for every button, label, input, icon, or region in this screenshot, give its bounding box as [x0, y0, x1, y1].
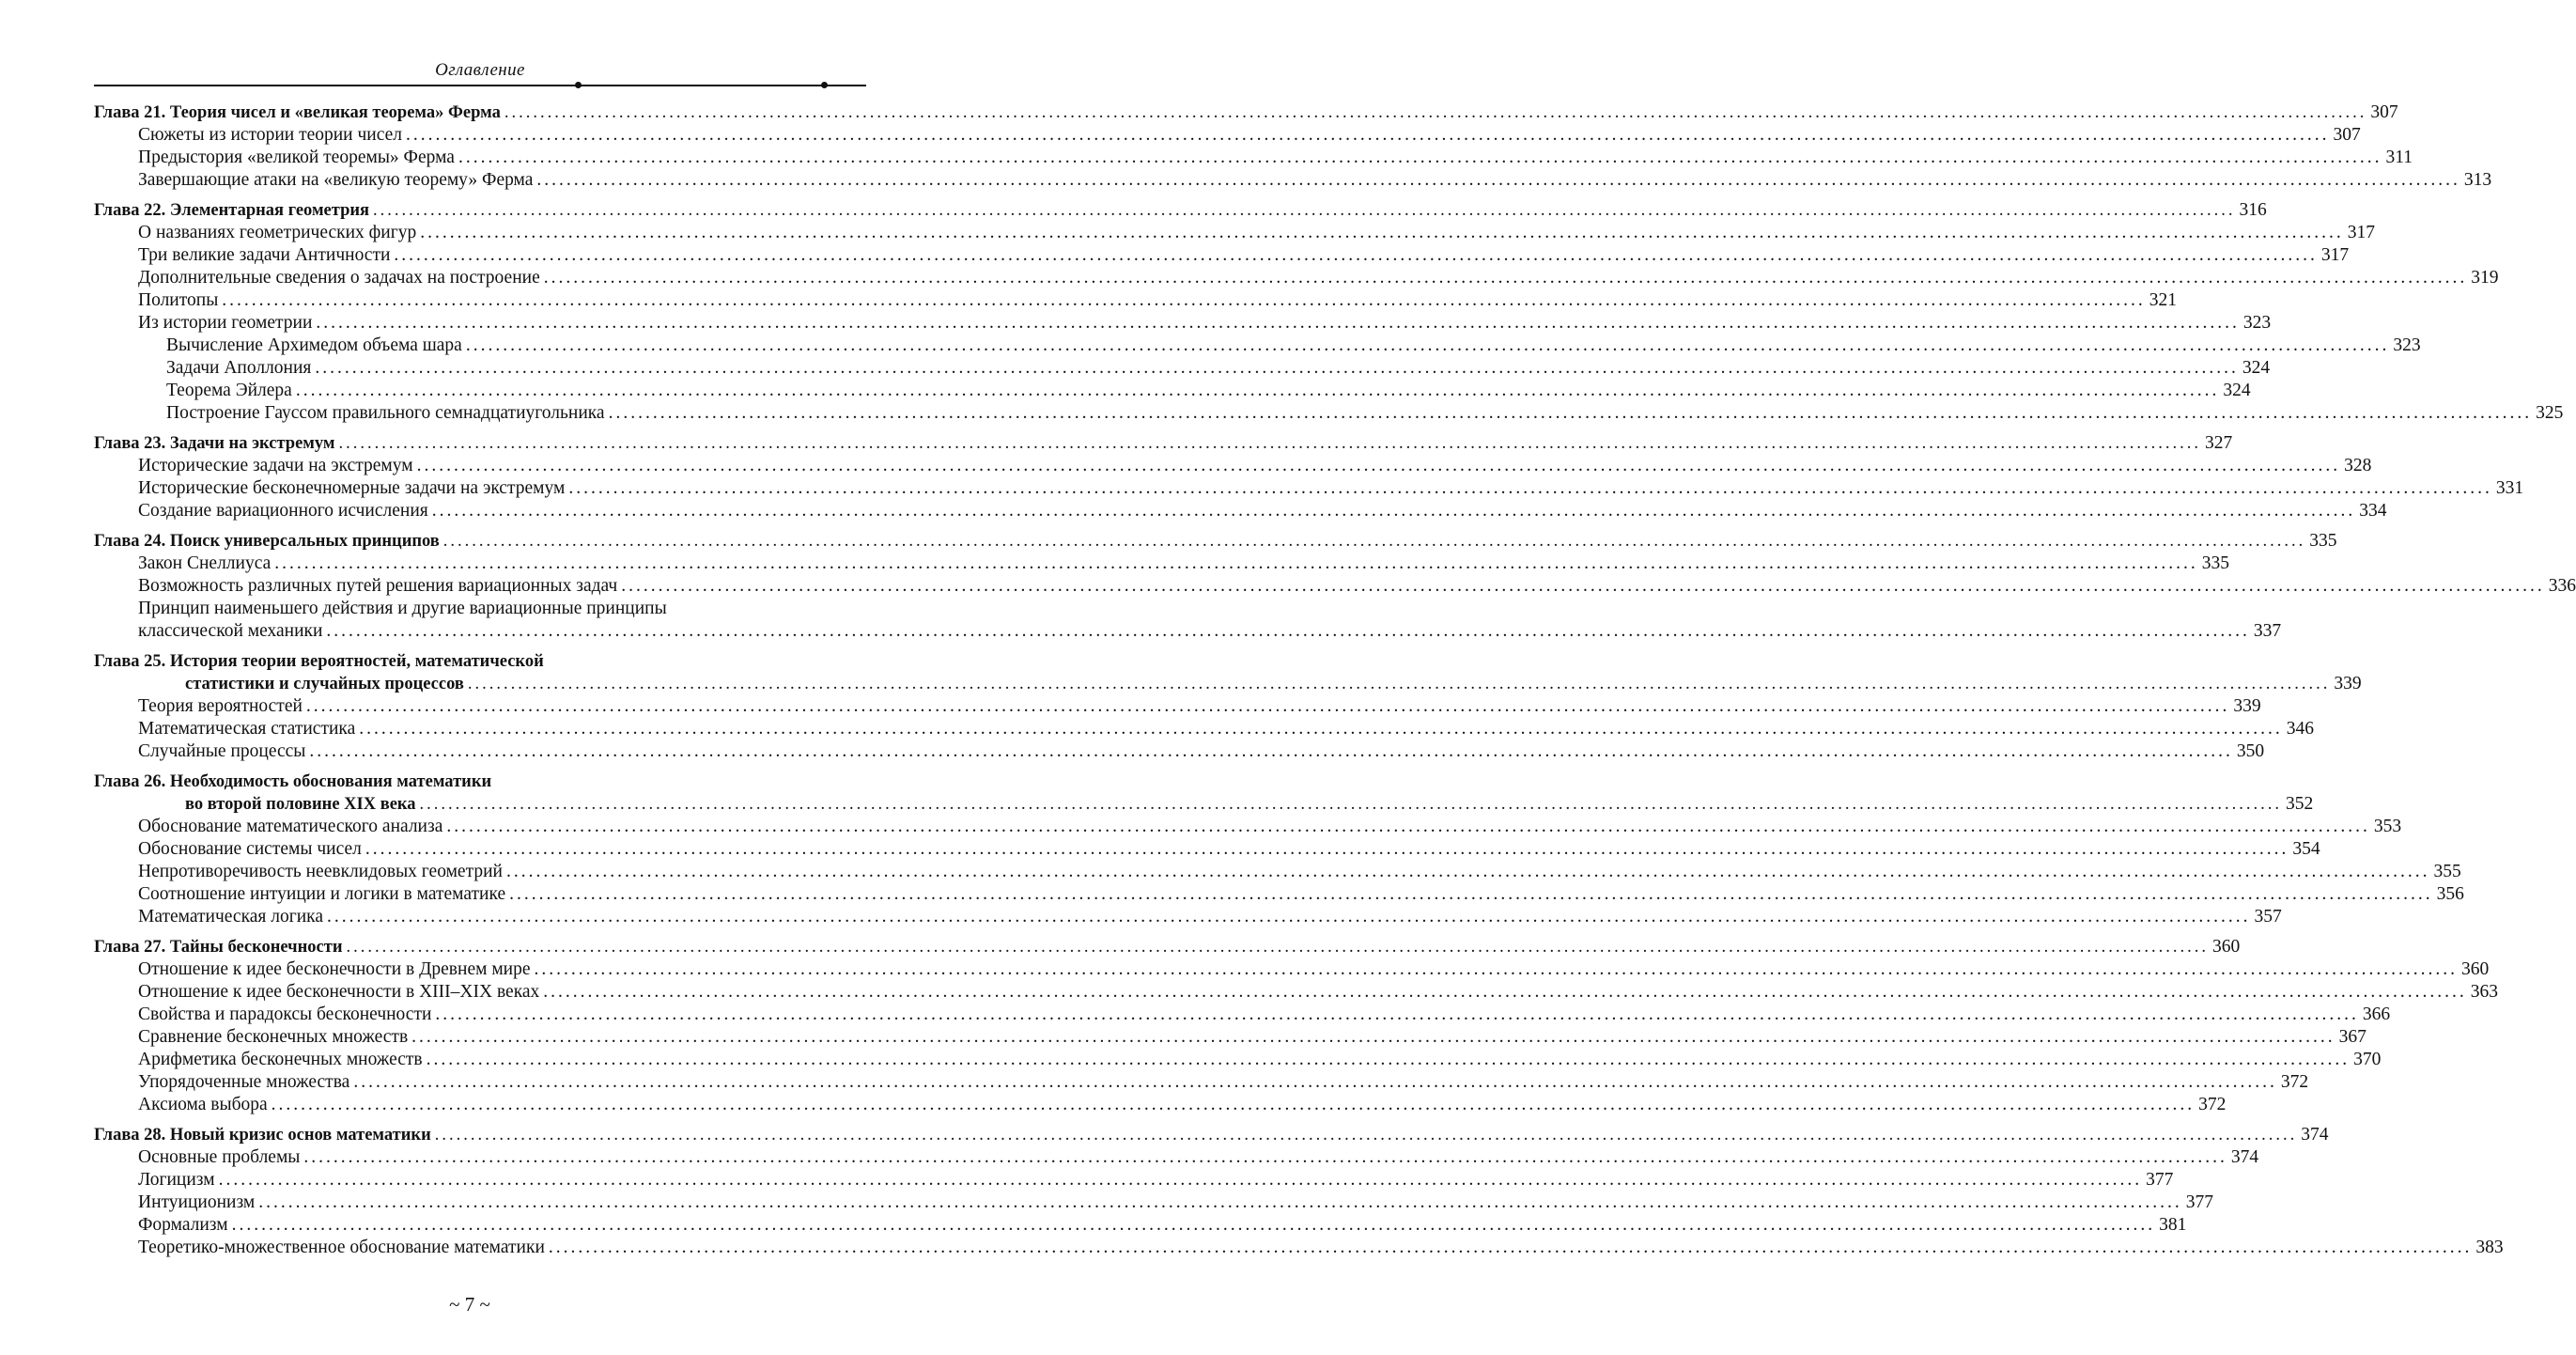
dot-leader: .................................................................................................................................................................................................................................................................... — [231, 1215, 2156, 1235]
subsection-entry — [94, 357, 2271, 380]
chapter-heading — [94, 1124, 2329, 1146]
dot-leader: .................................................................................................................................................................................................................................................................... — [536, 170, 2460, 190]
subsection-entry — [94, 335, 2421, 357]
dot-leader: .................................................................................................................................................................................................................................................................... — [274, 553, 2198, 573]
section-entry: Принцип наименьшего действия и другие вариационные принципы — [138, 599, 667, 618]
chapter-heading: Глава 26. Необходимость обоснования математики — [94, 772, 492, 791]
section-entry — [94, 740, 2265, 763]
section-entry — [94, 289, 2178, 312]
chapter-block — [94, 530, 2576, 643]
section-entry — [94, 1146, 2259, 1169]
section-entry — [94, 816, 2402, 838]
dot-leader: .................................................................................................................................................................................................................................................................... — [338, 434, 2201, 453]
page-ref: 313 — [2463, 170, 2492, 190]
header-title: Оглавление — [435, 60, 525, 80]
page-ref: 383 — [2475, 1238, 2504, 1257]
section-entry-title: Интуиционизм — [138, 1192, 256, 1212]
dot-leader: .................................................................................................................................................................................................................................................................... — [426, 1050, 2351, 1069]
page-ref: 377 — [2185, 1192, 2213, 1212]
section-entry — [94, 1026, 2367, 1049]
dot-leader: .................................................................................................................................................................................................................................................................... — [419, 795, 2283, 814]
page-ref: 377 — [2146, 1170, 2174, 1190]
section-entry — [94, 1169, 2174, 1191]
section-entry — [94, 883, 2464, 906]
page-ref: 307 — [2370, 102, 2398, 122]
section-entry — [94, 312, 2272, 335]
section-entry-title: Создание вариационного исчисления — [138, 501, 428, 521]
section-entry-title: Непротиворечивость неевклидовых геометрий — [138, 862, 503, 881]
chapter-heading — [94, 530, 2337, 553]
dot-leader: .................................................................................................................................................................................................................................................................... — [316, 313, 2240, 333]
dot-leader: .................................................................................................................................................................................................................................................................... — [446, 817, 2370, 836]
dot-leader: .................................................................................................................................................................................................................................................................... — [548, 1238, 2473, 1257]
page-ref: 328 — [2344, 456, 2372, 475]
page-ref: 311 — [2385, 148, 2413, 167]
dot-leader: .................................................................................................................................................................................................................................................................... — [608, 403, 2533, 423]
page-ref: 325 — [2536, 403, 2564, 423]
section-entry — [94, 1191, 2213, 1214]
page-ref: 357 — [2254, 907, 2282, 927]
chapter-heading-title: Глава 27. Тайны бесконечности — [94, 938, 343, 957]
section-entry — [94, 958, 2490, 981]
section-entry-title: Теория вероятностей — [138, 696, 303, 716]
dot-leader: .................................................................................................................................................................................................................................................................... — [534, 959, 2458, 979]
section-entry — [94, 838, 2320, 861]
chapter-heading — [94, 793, 2314, 816]
section-entry-title: Упорядоченные множества — [138, 1072, 350, 1092]
chapter-block — [94, 1124, 2504, 1259]
header-rule — [94, 85, 866, 86]
dot-leader: .................................................................................................................................................................................................................................................................... — [309, 741, 2233, 761]
section-entry-title: Арифметика бесконечных множеств — [138, 1050, 423, 1069]
subsection-entry — [94, 402, 2564, 425]
page-ref: 346 — [2286, 719, 2314, 739]
chapter-heading-title: Глава 22. Элементарная геометрия — [94, 201, 370, 220]
running-header — [94, 60, 866, 90]
page-ref: 319 — [2471, 268, 2499, 288]
page-ref: 321 — [2149, 290, 2178, 310]
chapter-heading — [94, 101, 2398, 124]
page-ref: 323 — [2393, 335, 2421, 355]
section-entry-title: Математическая логика — [138, 907, 324, 927]
section-entry — [94, 124, 2361, 147]
chapter-block — [94, 936, 2499, 1116]
page-ref: 337 — [2253, 621, 2282, 641]
chapter-heading — [94, 673, 2362, 695]
page-ref: 374 — [2301, 1125, 2329, 1145]
section-entry — [94, 861, 2461, 883]
dot-leader: .................................................................................................................................................................................................................................................................... — [271, 1095, 2196, 1114]
page-ref: 366 — [2362, 1005, 2391, 1024]
section-entry-title: Завершающие атаки на «великую теорему» Ферма — [138, 170, 534, 190]
section-entry-title: Обоснование системы чисел — [138, 839, 362, 859]
dot-leader: .................................................................................................................................................................................................................................................................... — [543, 982, 2467, 1002]
section-entry — [94, 981, 2499, 1004]
page-ref: 374 — [2230, 1147, 2259, 1167]
dot-leader: .................................................................................................................................................................................................................................................................... — [465, 335, 2390, 355]
section-entry-title: Сюжеты из истории теории чисел — [138, 125, 403, 145]
dot-leader: .................................................................................................................................................................................................................................................................... — [435, 1005, 2359, 1024]
subsection-entry-title: Задачи Аполлония — [166, 358, 312, 378]
dot-leader: .................................................................................................................................................................................................................................................................... — [509, 884, 2433, 904]
chapter-heading-title: Глава 21. Теория чисел и «великая теорема» Ферма — [94, 103, 501, 122]
section-entry — [94, 1049, 2382, 1071]
page-ref: 352 — [2286, 794, 2314, 814]
section-entry-title: Возможность различных путей решения вариационных задач — [138, 576, 618, 596]
dot-leader: .................................................................................................................................................................................................................................................................... — [442, 532, 2306, 551]
section-entry — [94, 477, 2524, 500]
dot-leader: .................................................................................................................................................................................................................................................................... — [621, 576, 2545, 596]
page-ref: 355 — [2433, 862, 2461, 881]
page-ref: 307 — [2333, 125, 2361, 145]
dot-leader: .................................................................................................................................................................................................................................................................... — [258, 1192, 2182, 1212]
section-entry — [94, 244, 2350, 267]
page-ref: 354 — [2292, 839, 2320, 859]
page-ref: 316 — [2239, 200, 2267, 220]
dot-leader: .................................................................................................................................................................................................................................................................... — [373, 201, 2236, 220]
dot-leader: .................................................................................................................................................................................................................................................................... — [543, 268, 2468, 288]
section-entry — [94, 500, 2387, 522]
page-ref: 367 — [2338, 1027, 2367, 1047]
chapter-block — [94, 650, 2362, 763]
page-ref: 317 — [2347, 223, 2375, 242]
page-ref: 323 — [2242, 313, 2272, 333]
page-ref: 360 — [2211, 937, 2241, 957]
header-ornament-dot — [575, 82, 582, 88]
page-ref: 334 — [2359, 501, 2387, 521]
page-ref: 339 — [2334, 674, 2362, 693]
chapter-heading-title: статистики и случайных процессов — [185, 675, 464, 693]
section-entry-title: Математическая статистика — [138, 719, 356, 739]
subsection-entry-title: Теорема Эйлера — [166, 381, 292, 400]
section-entry-title: Аксиома выбора — [138, 1095, 268, 1114]
dot-leader: .................................................................................................................................................................................................................................................................... — [406, 125, 2330, 145]
page-ref: 324 — [2242, 358, 2271, 378]
section-entry-title: Свойства и парадоксы бесконечности — [138, 1005, 432, 1024]
dot-leader: .................................................................................................................................................................................................................................................................... — [505, 862, 2430, 881]
page-ref: 335 — [2201, 553, 2230, 573]
dot-leader: .................................................................................................................................................................................................................................................................... — [218, 1170, 2143, 1190]
dot-leader: .................................................................................................................................................................................................................................................................... — [411, 1027, 2335, 1047]
section-entry — [94, 575, 2576, 598]
page-number: ~ 7 ~ — [449, 1293, 490, 1316]
dot-leader: .................................................................................................................................................................................................................................................................... — [467, 675, 2331, 693]
section-entry — [94, 1071, 2309, 1094]
dot-leader: .................................................................................................................................................................................................................................................................... — [359, 719, 2283, 739]
dot-leader: .................................................................................................................................................................................................................................................................... — [431, 501, 2356, 521]
dot-leader: .................................................................................................................................................................................................................................................................... — [305, 696, 2230, 716]
page-ref: 350 — [2236, 741, 2265, 761]
section-entry — [94, 169, 2492, 192]
section-entry-title: Основные проблемы — [138, 1147, 301, 1167]
page-ref: 335 — [2309, 531, 2337, 551]
chapter-block — [94, 432, 2524, 522]
chapter-heading: Глава 25. История теории вероятностей, математической — [94, 652, 544, 671]
dot-leader: .................................................................................................................................................................................................................................................................... — [295, 381, 2220, 400]
dot-leader: .................................................................................................................................................................................................................................................................... — [434, 1126, 2298, 1145]
page-ref: 363 — [2470, 982, 2499, 1002]
page-ref: 327 — [2205, 433, 2233, 453]
chapter-heading-title: во второй половине XIX века — [185, 795, 416, 814]
dot-leader: .................................................................................................................................................................................................................................................................... — [346, 938, 2209, 957]
dot-leader: .................................................................................................................................................................................................................................................................... — [303, 1147, 2227, 1167]
page-ref: 356 — [2436, 884, 2464, 904]
page-ref: 381 — [2159, 1215, 2187, 1235]
section-entry — [94, 455, 2372, 477]
chapter-heading-title: Глава 28. Новый кризис основ математики — [94, 1126, 431, 1145]
dot-leader: .................................................................................................................................................................................................................................................................... — [315, 358, 2239, 378]
page-ref: 372 — [2280, 1072, 2309, 1092]
page-ref: 372 — [2198, 1095, 2227, 1114]
dot-leader: .................................................................................................................................................................................................................................................................... — [420, 223, 2344, 242]
page-ref: 339 — [2233, 696, 2261, 716]
chapter-block — [94, 771, 2464, 928]
dot-leader: .................................................................................................................................................................................................................................................................... — [568, 478, 2492, 498]
table-of-contents — [94, 101, 2576, 1267]
chapter-block — [94, 199, 2564, 425]
chapter-heading-title: Глава 24. Поиск универсальных принципов — [94, 532, 440, 551]
section-entry-title: Случайные процессы — [138, 741, 306, 761]
subsection-entry-title: Вычисление Архимедом объема шара — [166, 335, 462, 355]
section-entry — [94, 695, 2261, 718]
dot-leader: .................................................................................................................................................................................................................................................................... — [353, 1072, 2277, 1092]
section-entry-title: Из истории геометрии — [138, 313, 313, 333]
section-entry — [94, 1004, 2391, 1026]
dot-leader: .................................................................................................................................................................................................................................................................... — [327, 907, 2251, 927]
page-ref: 331 — [2495, 478, 2524, 498]
page-ref: 353 — [2373, 817, 2402, 836]
dot-leader: .................................................................................................................................................................................................................................................................... — [416, 456, 2341, 475]
section-entry — [94, 222, 2375, 244]
page-ref: 336 — [2548, 576, 2576, 596]
chapter-heading-title: Глава 23. Задачи на экстремум — [94, 434, 335, 453]
section-entry-title: О названиях геометрических фигур — [138, 223, 417, 242]
header-ornament-dot — [821, 82, 828, 88]
section-entry — [94, 1237, 2504, 1259]
section-entry — [94, 1094, 2227, 1116]
section-entry — [94, 620, 2282, 643]
section-entry-title: Политопы — [138, 290, 219, 310]
dot-leader: .................................................................................................................................................................................................................................................................... — [458, 148, 2382, 167]
chapter-heading — [94, 432, 2233, 455]
page-ref: 360 — [2461, 959, 2490, 979]
section-entry — [94, 267, 2499, 289]
section-entry-title: Отношение к идее бесконечности в Древнем мире — [138, 959, 531, 979]
section-entry-title: Сравнение бесконечных множеств — [138, 1027, 409, 1047]
section-entry-title: Дополнительные сведения о задачах на построение — [138, 268, 540, 288]
dot-leader: .................................................................................................................................................................................................................................................................... — [394, 245, 2318, 265]
section-entry — [94, 1214, 2187, 1237]
section-entry-title: Логицизм — [138, 1170, 215, 1190]
section-entry — [94, 718, 2314, 740]
page-ref: 324 — [2223, 381, 2251, 400]
section-entry — [94, 906, 2282, 928]
subsection-entry-title: Построение Гауссом правильного семнадцатиугольника — [166, 403, 605, 423]
chapter-heading — [94, 199, 2267, 222]
section-entry-title: Теоретико-множественное обоснование математики — [138, 1238, 545, 1257]
section-entry-title: Предыстория «великой теоремы» Ферма — [138, 148, 455, 167]
page-ref: 317 — [2320, 245, 2350, 265]
section-entry-title: Закон Снеллиуса — [138, 553, 272, 573]
dot-leader: .................................................................................................................................................................................................................................................................... — [222, 290, 2146, 310]
section-entry-title: Соотношение интуиции и логики в математике — [138, 884, 506, 904]
section-entry-title: Отношение к идее бесконечности в XIII–XIX веках — [138, 982, 540, 1002]
page-ref: 370 — [2353, 1050, 2382, 1069]
dot-leader: .................................................................................................................................................................................................................................................................... — [326, 621, 2250, 641]
chapter-block — [94, 101, 2492, 192]
section-entry-title: Исторические бесконечномерные задачи на экстремум — [138, 478, 566, 498]
section-entry-title: Формализм — [138, 1215, 228, 1235]
chapter-heading — [94, 936, 2241, 958]
section-entry-title: Исторические задачи на экстремум — [138, 456, 413, 475]
section-entry-title: Три великие задачи Античности — [138, 245, 391, 265]
subsection-entry — [94, 380, 2251, 402]
dot-leader: .................................................................................................................................................................................................................................................................... — [504, 103, 2367, 122]
section-entry-title: классической механики — [138, 621, 323, 641]
dot-leader: .................................................................................................................................................................................................................................................................... — [365, 839, 2289, 859]
section-entry — [94, 147, 2413, 169]
section-entry-title: Обоснование математического анализа — [138, 817, 443, 836]
section-entry — [94, 553, 2230, 575]
